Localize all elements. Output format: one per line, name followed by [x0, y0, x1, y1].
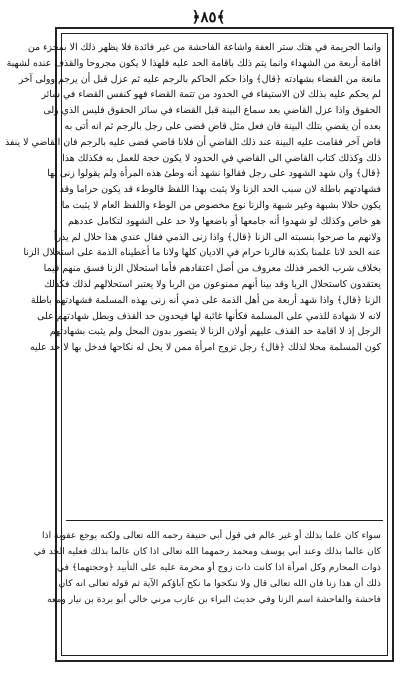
page-number: ﴿٨٥﴾: [191, 8, 226, 26]
text-line: ذوات المحارم وكل امرأة اذا كانت ذات زوج أو محرمة عليه على التأبيد ﴿وحجتهما﴾ في: [56, 562, 381, 573]
page-frame: [4, 27, 394, 662]
text-line: ﴿قال﴾ وان شهد الشهود على رجل فقالوا نشهد أنه وطئ هذه المرأة ولم يقولوا زنى بها: [47, 168, 381, 180]
text-line: ولانهم ما صرحوا بنسبته الى الزنا ﴿قال﴾ واذا زنى الذمي فقال عندي هذا حلال لم يدرأ: [53, 231, 381, 243]
text-line: ذلك وكذلك كتاب القاضي الى القاضي في الحدود لا يكون حجة للعمل به فكذلك هذا: [62, 152, 381, 164]
text-line: الحقوق واذا عزل القاضي بعد سماع البينة قبل القضاء في سائر الحقوق فليس الذي ولى: [43, 105, 381, 117]
text-line: قاض آخر فقامت عليه البينة عند ذلك القاضي أن فلانا قاضي قضى عليه بالرجم فان القاضي لا ينفذ: [4, 136, 381, 148]
text-line: سواء كان علما بذلك أو غير عالم في قول أبي حنيفة رحمه الله تعالى ولكنه يوجع عقوبة اذا: [41, 530, 381, 541]
text-line: مانعة من القضاء بشهادته ﴿قال﴾ واذا حكم الحاكم بالرجم عليه ثم عزل قبل أن يرجم وولى آخر: [18, 73, 381, 85]
text-line: اقامة أربعة من الشهداء وانما يتم ذلك باقامة الحد عليه فلهذا لا يكون مجروحا والقذف عنده لشهبة: [6, 57, 381, 69]
section-divider: [66, 520, 383, 521]
text-line: عنه الحد لانا علمنا بكذبه فالزنا حرام في الاديان كلها ولانا ما أعطيناه الذمة على استحلال الزنا: [23, 247, 381, 259]
text-line: بعده أن يقضي بتلك البينة فان فعل مثل قاض قضى على رجل بالرجم ثم انه أتى به: [64, 120, 381, 132]
text-line: كون المسلمة محلا لذلك ﴿قال﴾ رجل تزوج امرأة ممن لا يحل له نكاحها فدخل بها لا حد عليه: [30, 342, 381, 354]
page-frame-inner: [4, 33, 388, 656]
text-line: بخلاف شرب الخمر فذلك معروف من أصل اعتقادهم فأما استحلال الزنا فسق منهم فيما: [43, 263, 381, 275]
text-line: الرجل إذ لا اقامة حد القذف عليهم أولان الزنا لا يتصور بدون المحل ولم يثبت بشهادتهم: [49, 326, 381, 338]
text-line: لانه لا شهادة للذمي على المسلمة فكأنها غائبة لها فيحدون حد القذف وبطل شهادتهم على: [37, 310, 381, 322]
text-line: يعتقدون كاستحلال الربا وقد بينا أنهم ممنوعون من الربا ولا يعتبر استحلالهم لذلك فكذلك: [44, 278, 381, 290]
commentary-text: [33, 528, 381, 658]
text-line: وانما الجريمة في هتك ستر العفة واشاعة الفاحشة من غير فائدة فلا يظهر ذلك الا بمجزء من: [27, 42, 381, 53]
text-line: الزنا ﴿قال﴾ واذا شهد أربعة من أهل الذمة على ذمي أنه زنى بهذه المسلمة فشهادتهم باطلة: [30, 294, 381, 306]
text-line: فاحشة والفاحشة اسم الزنا وفي حديث البراء بن عازب مرني خالي أبو بردة بن نيار ومعه: [47, 594, 381, 605]
main-text: [4, 40, 381, 515]
text-line: لم يحكم عليه بذلك لان الاستيفاء في الحدود من تتمة القضاء فهو كنفس القضاء في سائر: [41, 89, 381, 101]
text-line: يكون حلالا بشبهة وغير شبهة والزنا نوع مخصوص من الوطء واللفظ العام لا يثبت ما: [61, 199, 381, 211]
text-line: ذلك أن هذا زنا فان الله تعالى قال ولا تنكحوا ما نكح آباؤكم الآية ثم قوله تعالى انه كان: [58, 578, 381, 589]
text-line: هو خاص وكذلك لو شهدوا أنه جامعها أو باضعها ولا حد على الشهود لتكامل عددهم: [68, 215, 381, 227]
text-line: كان عالما بذلك وعند أبي يوسف ومحمد رحمهما الله تعالى اذا كان عالما بذلك فعليه الحد في: [33, 546, 381, 557]
text-line: فشهادتهم باطلة لان سبب الحد الزنا ولا يثبت بهذا اللفظ فالوطء قد يكون حراما وقد: [59, 184, 381, 196]
